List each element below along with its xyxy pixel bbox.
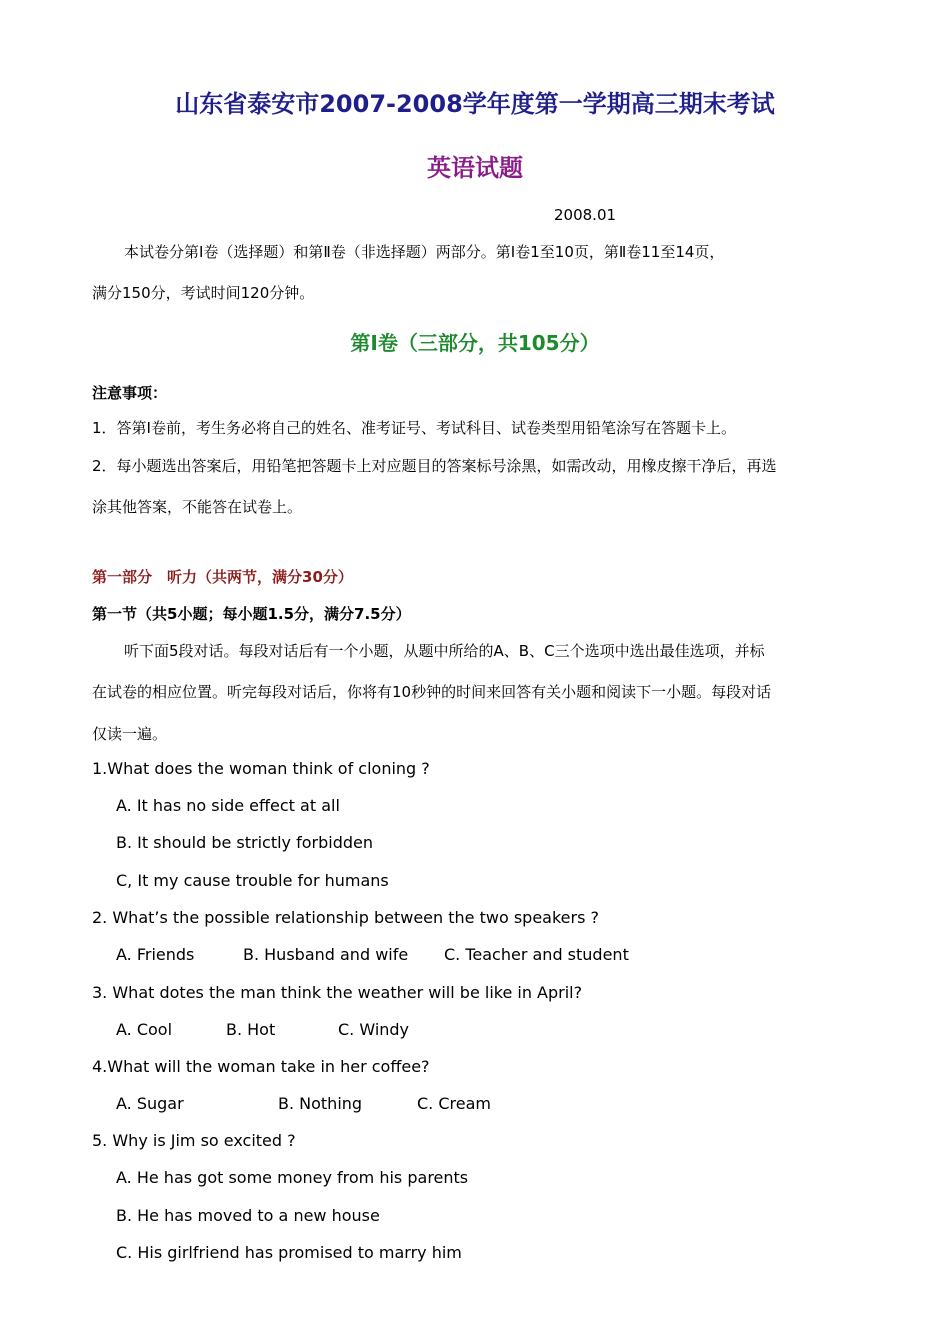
question-2-option-b: B. Husband and wife — [243, 945, 409, 964]
question-3-option-b: B. Hot — [226, 1020, 276, 1039]
question-1-option-a: A. It has no side effect at all — [116, 796, 340, 815]
instructions-line-2: 在试卷的相应位置。听完每段对话后，你将有10秒钟的时间来回答有关小题和阅读下一小题。每段对话 — [92, 683, 772, 701]
exam-title: 山东省泰安市2007-2008学年度第一学期高三期末考试 — [175, 90, 775, 118]
notes-item-1: 1．答第Ⅰ卷前，考生务必将自己的姓名、准考证号、考试科目、试卷类型用铅笔涂写在答题卡上。 — [92, 419, 736, 437]
question-5-option-a: A. He has got some money from his parents — [116, 1168, 469, 1187]
question-2-option-a: A. Friends — [116, 945, 195, 964]
intro-line-1: 本试卷分第Ⅰ卷（选择题）和第Ⅱ卷（非选择题）两部分。第Ⅰ卷1至10页，第Ⅱ卷11至14页， — [124, 243, 725, 261]
instructions-line-1: 听下面5段对话。每段对话后有一个小题，从题中所给的A、B、C三个选项中选出最佳选项，并标 — [124, 642, 765, 660]
question-3-stem: 3. What dotes the man think the weather will be like in April? — [92, 983, 583, 1002]
question-3-option-a: A. Cool — [116, 1020, 173, 1039]
instructions-line-3: 仅读一遍。 — [92, 725, 168, 743]
question-4-option-b: B. Nothing — [278, 1094, 363, 1113]
question-2-option-c: C. Teacher and student — [444, 945, 629, 964]
volume-1-heading: 第Ⅰ卷（三部分，共105分） — [350, 331, 600, 355]
question-1-option-c: C, It my cause trouble for humans — [116, 871, 389, 890]
exam-date: 2008.01 — [554, 206, 617, 224]
question-5-stem: 5. Why is Jim so excited ? — [92, 1131, 296, 1150]
notes-heading: 注意事项： — [92, 384, 168, 402]
question-2-stem: 2. What’s the possible relationship between the two speakers ? — [92, 908, 599, 927]
question-4-option-c: C. Cream — [417, 1094, 491, 1113]
question-5-option-b: B. He has moved to a new house — [116, 1206, 380, 1225]
question-1-stem: 1.What does the woman think of cloning ? — [92, 759, 430, 778]
notes-item-2-line-1: 2．每小题选出答案后，用铅笔把答题卡上对应题目的答案标号涂黑，如需改动，用橡皮擦干净后，再选 — [92, 457, 777, 475]
notes-item-2-line-2: 涂其他答案，不能答在试卷上。 — [92, 498, 303, 516]
question-3-option-c: C. Windy — [338, 1020, 410, 1039]
part-1-heading: 第一部分 听力（共两节，满分30分） — [92, 568, 353, 586]
exam-subtitle: 英语试题 — [427, 154, 523, 182]
question-5-option-c: C. His girlfriend has promised to marry him — [116, 1243, 462, 1262]
question-4-option-a: A. Sugar — [116, 1094, 184, 1113]
intro-line-2: 满分150分，考试时间120分钟。 — [92, 284, 315, 302]
question-1-option-b: B. It should be strictly forbidden — [116, 833, 374, 852]
question-4-stem: 4.What will the woman take in her coffee? — [92, 1057, 430, 1076]
section-1-heading: 第一节（共5小题；每小题1.5分，满分7.5分） — [92, 605, 411, 623]
